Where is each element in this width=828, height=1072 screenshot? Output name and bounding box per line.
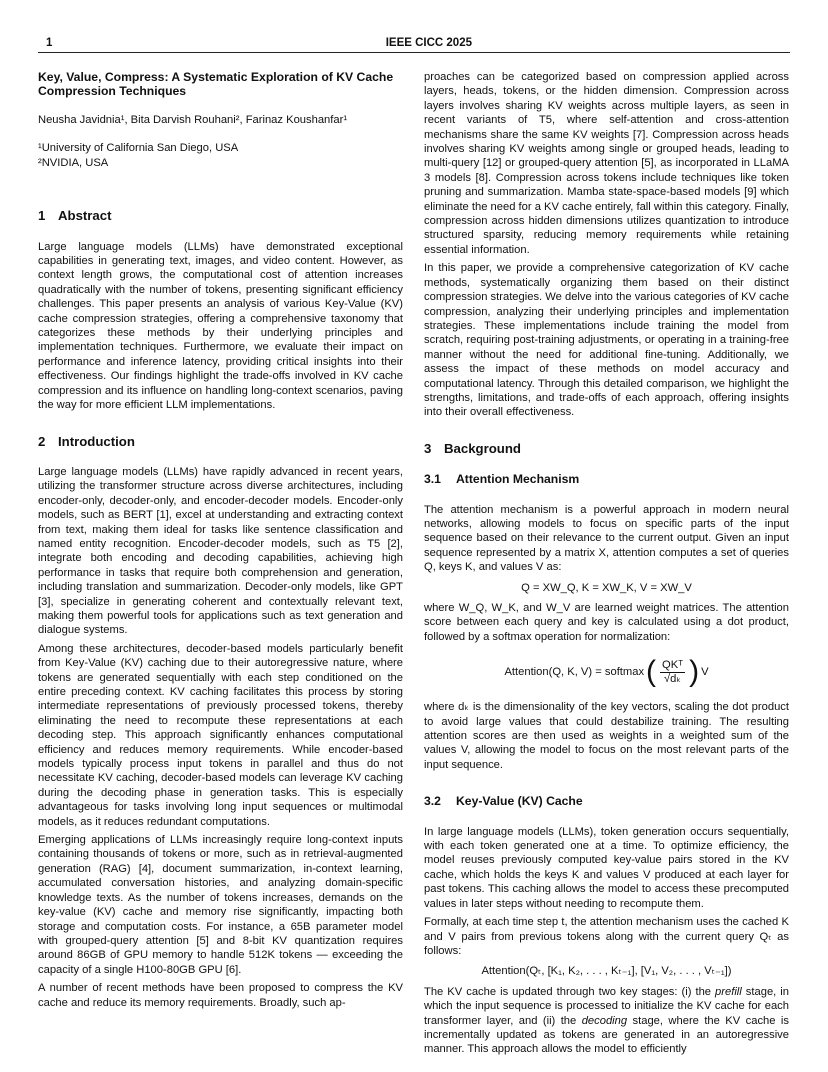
- paragraph: where dₖ is the dimensionality of the key vectors, scaling the dot product to avoid large values that could destabilize training. The resulting attention scores are then used as weights in a weighted sum of the values V, allowing the model to focus on the most relevant parts of the input sequence.: [424, 701, 789, 771]
- equation-attention: [424, 652, 789, 692]
- paragraph: proaches can be categorized based on compression applied across layers, heads, tokens, or the hidden dimension. Compression across layers involves sharing KV weights across multiple layers, as seen in recent variants of T5, where self-attention and cross-attention mechanisms share the same KV weights [7]. Compression across heads involves sharing KV weights among single or grouped heads, leading to multi-query [12] or grouped-query attention [5], as incorporated in LLaMA 3 models [8]. Compression across tokens include techniques like token pruning and summarization. Mamba state-space-based models [9] which eliminate the need for a KV cache entirely, fall within this category. Finally, compression across hidden dimensions utilizes quantization to introduce structured sparsity, reducing memory requirements while retaining essential information.: [424, 71, 790, 256]
- subsection-title: Attention Mechanism: [456, 472, 580, 487]
- equation-qkv: Q = XW_Q, K = XW_K, V = XW_V: [521, 581, 692, 594]
- text-span: stage, in which the input sequence is processed to initialize the KV cache for each transformer layer, and (ii) the: [424, 985, 789, 1027]
- author-list: Neusha Javidnia¹, Bita Darvish Rouhani², Farinaz Koushanfar¹: [38, 113, 348, 126]
- paragraph: The attention mechanism is a powerful approach in modern neural networks, allowing models to focus on specific parts of the input sequence based on their relevance to the current output. Given an input sequence represented by a matrix X, attention computes a set of queries Q, keys K, and values V as:: [424, 503, 789, 574]
- paragraph: Formally, at each time step t, the attention mechanism uses the cached K and V pairs from previous tokens along with the current query Qₜ as follows:: [424, 916, 789, 957]
- page-header: [38, 36, 790, 53]
- fraction-numerator: QKᵀ: [662, 658, 684, 671]
- page-number: 1: [46, 37, 53, 49]
- section-heading-background: [424, 442, 789, 456]
- paragraph: [424, 985, 789, 1057]
- fraction: [660, 659, 685, 686]
- paragraph: A number of recent methods have been proposed to compress the KV cache and reduce its memory requirements. Broadly, such ap-: [38, 982, 403, 1009]
- right-column: [424, 70, 789, 1061]
- affiliation-2: ²NVIDIA, USA: [38, 157, 109, 170]
- section-heading-abstract: [38, 209, 403, 223]
- affiliations: [38, 141, 403, 171]
- section-number: 3: [424, 440, 432, 456]
- affiliation-1: ¹University of California San Diego, USA: [38, 142, 239, 155]
- abstract-text: Large language models (LLMs) have demonstrated exceptional capabilities in generating text, images, and video content. However, as context length grows, the computational cost of attention increases quadratically with the number of tokens, presenting significant efficiency challenges. This paper presents an analysis of various Key-Value (KV) cache compression strategies, offering a comprehensive taxonomy that categorizes these methods by their underlying principles and implementation techniques. Furthermore, we evaluate their impact on performance and inference latency, providing critical insights into their effectiveness. Our findings highlight the trade-offs involved in KV cache compression and its influence on handling long-context scenarios, paving the way for more efficient LLM implementations.: [38, 240, 403, 412]
- section-number: 1: [38, 208, 46, 224]
- subsection-title: Key-Value (KV) Cache: [456, 794, 583, 809]
- paren-close: ): [689, 655, 700, 689]
- paragraph: In large language models (LLMs), token generation occurs sequentially, with each token generated one at a time. To optimize efficiency, the model reuses previously computed key-value pairs stored in the KV cache, which holds the keys K and values V produced at each layer for past tokens. This caching allows the model to access these precomputed values in later steps without needing to recompute them.: [424, 825, 789, 910]
- section-heading-introduction: [38, 435, 403, 449]
- fraction-denominator: √dₖ: [663, 672, 682, 685]
- section-title: Introduction: [58, 433, 135, 449]
- equation-rhs: V: [701, 666, 709, 679]
- subsection-number: 3.1: [424, 472, 441, 487]
- text-span: stage, where the KV cache is incrementally updated as tokens are generated in an autoregressive manner. This approach allows the model to efficiently: [424, 1014, 789, 1056]
- left-column: [38, 70, 403, 1014]
- subsection-number: 3.2: [424, 794, 441, 809]
- term-prefill: prefill: [715, 985, 742, 998]
- text-span: The KV cache is updated through two key stages: (i) the: [424, 985, 716, 998]
- paragraph: In this paper, we provide a comprehensive categorization of KV cache methods, systematically organizing them based on their distinct compression strategies. We delve into the various categories of KV cache compression, analyzing their underlying principles and implementation strategies. These implementations include training the model from scratch, requiring post-training adjustments, or operating in a training-free manner without the need for additional fine-tuning. Additionally, we assess the impact of these methods on model accuracy and computational latency. Through this detailed comparison, we highlight the strengths, limitations, and trade-offs of each approach, offering insights into their overall effectiveness.: [424, 262, 789, 419]
- paragraph: where W_Q, W_K, and W_V are learned weight matrices. The attention score between each query and key is calculated using a dot product, followed by a softmax operation for normalization:: [424, 602, 789, 643]
- venue-label: IEEE CICC 2025: [385, 37, 472, 49]
- paragraph: Large language models (LLMs) have rapidly advanced in recent years, utilizing the transformer structure across diverse architectures, including encoder-only, decoder-only, and encoder-decoder models. Encoder-only models, such as BERT [1], excel at understanding and extracting context from text, making them ideal for tasks like sentence classification and named entity recognition. Encoder-decoder models, such as T5 [2], integrate both encoding and decoding capabilities, achieving high performance in tasks that require both comprehension and generation, including translation and summarization. Decoder-only models, like GPT [3], specialize in generating coherent and contextually relevant text, making them powerful tools for applications such as text generation and dialogue systems.: [38, 465, 403, 637]
- subsection-heading-attention: [424, 472, 789, 486]
- paren-open: (: [646, 655, 657, 689]
- equation-cached-attention: Attention(Qₜ, [K₁, K₂, . . . , Kₜ₋₁], [V₁, V₂, . . . , Vₜ₋₁]): [481, 965, 732, 978]
- paragraph: Emerging applications of LLMs increasingly require long-context inputs containing thousands of tokens or more, such as in retrieval-augmented generation (RAG) [4], document summarization, in-context learning, accumulated conversation histories, and analyzing domain-specific knowledge texts. As the number of tokens increases, demands on the key-value (KV) cache and memory rise significantly, impacting both storage and computation costs. For instance, a 65B parameter model with grouped-query attention [5] and 8-bit KV quantization requires around 86GB of GPU memory to handle 512K tokens — exceeding the capacity of a single H100-80GB GPU [6].: [38, 834, 403, 976]
- equation-lhs: Attention(Q, K, V) = softmax: [504, 666, 645, 679]
- section-title: Abstract: [58, 208, 112, 224]
- section-title: Background: [444, 440, 521, 456]
- term-decoding: decoding: [581, 1014, 628, 1027]
- section-number: 2: [38, 433, 46, 449]
- paragraph: Among these architectures, decoder-based models particularly benefit from Key-Value (KV) caching due to their autoregressive nature, where tokens are generated sequentially with each step conditioned on the entire preceding context. KV caching facilitates this process by storing intermediate representations of previously processed tokens, thereby eliminating the need to recompute these representations at each decoding step. This approach significantly enhances computational efficiency and reduces memory requirements. While encoder-based models typically process input tokens in parallel and thus do not necessitate KV caching, decoder-based models can leverage KV caching during the decoding phase in generation tasks. This is especially advantageous for tasks involving long input sequences or multimodal models, as it reduces redundant computations.: [38, 642, 403, 828]
- subsection-heading-kv-cache: [424, 794, 789, 808]
- paper-title: Key, Value, Compress: A Systematic Exploration of KV Cache Compression Techniques: [38, 70, 394, 99]
